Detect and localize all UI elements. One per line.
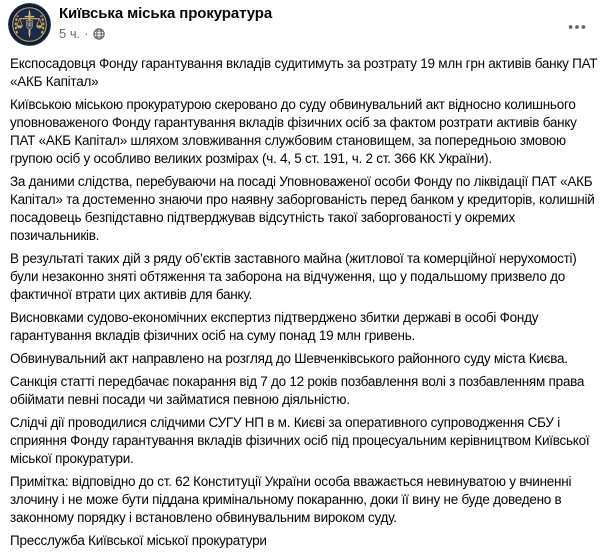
prosecutor-emblem-icon <box>8 3 51 46</box>
post-paragraph: Примітка: відповідно до ст. 62 Конституції України особа вважається невинуватою у вчиненні злочину і не може бути піддана кримінальному покаранню, доки її вину не буде доведено в законному порядку і встановлено обвинувальним вироком суду. <box>10 474 572 525</box>
post-paragraph: Висновками судово-економічних експертиз підтверджено збитки державі в особі Фонду гарантування вкладів фізичних осіб на суму понад 19 млн гривень. <box>10 310 539 343</box>
ellipsis-icon <box>567 17 587 37</box>
post-paragraph: За даними слідства, перебуваючи на посаді Уповноваженої особи Фонду по ліквідації ПАТ «АКБ Капітал» та достеменно знаючи про наявну заборгованість перед банком у кредиторів, колишній посадовець безпідставно підтверджував відсутність такої заборгованості у окремих позичальників. <box>10 174 595 243</box>
globe-icon <box>93 28 105 40</box>
post-body <box>0 46 607 550</box>
post-paragraph: Санкція статті передбачає покарання від 7 до 12 років позбавлення волі з позбавленням права обіймати певні посади чи займатися певною діяльністю. <box>10 374 585 407</box>
post-paragraph: Слідчі дії проводилися слідчими СУГУ НП в м. Києві за оперативного супроводження СБУ і сприяння Фонду гарантування вкладів фізичних осіб під процесуальним керівництвом Київської міської прокуратури. <box>10 415 590 466</box>
page-name-link[interactable]: Київська міська прокуратура <box>59 5 273 22</box>
post-paragraph: Пресслужба Київської міської прокуратури <box>10 533 267 548</box>
separator-dot: · <box>84 26 89 41</box>
page-avatar[interactable] <box>8 3 51 46</box>
post-paragraph: Обвинувальний акт направлено на розгляд до Шевченківського районного суду міста Києва. <box>10 351 568 366</box>
post-header-meta <box>59 3 272 42</box>
post-timestamp[interactable]: 5 ч. <box>59 26 81 41</box>
post-paragraph: В результаті таких дій з ряду об’єктів заставного майна (житлової та комерційної нерухомості) були незаконно зняті обтяження та заборона на відчуження, що у подальшому призвело до фактичної втрати цих активів для банку. <box>10 251 577 302</box>
post-paragraph: Експосадовця Фонду гарантування вкладів судитимуть за розтрату 19 млн грн активів банку ПАТ «АКБ Капітал» <box>10 56 598 89</box>
post-header <box>0 0 607 46</box>
post-paragraph: Київською міською прокуратурою скеровано до суду обвинувальний акт відносно колишнього уповноваженого Фонду гарантування вкладів фізичних осіб за фактом розтрати активів банку ПАТ «АКБ Капітал» шляхом зловживання службовим становищем, за попередньою змовою групою осіб у особливо великих розмірах (ч. 4, 5 ст. 191, ч. 2 ст. 366 КК України). <box>10 97 577 166</box>
timestamp-row <box>59 26 272 42</box>
post-menu-button[interactable] <box>561 13 593 41</box>
